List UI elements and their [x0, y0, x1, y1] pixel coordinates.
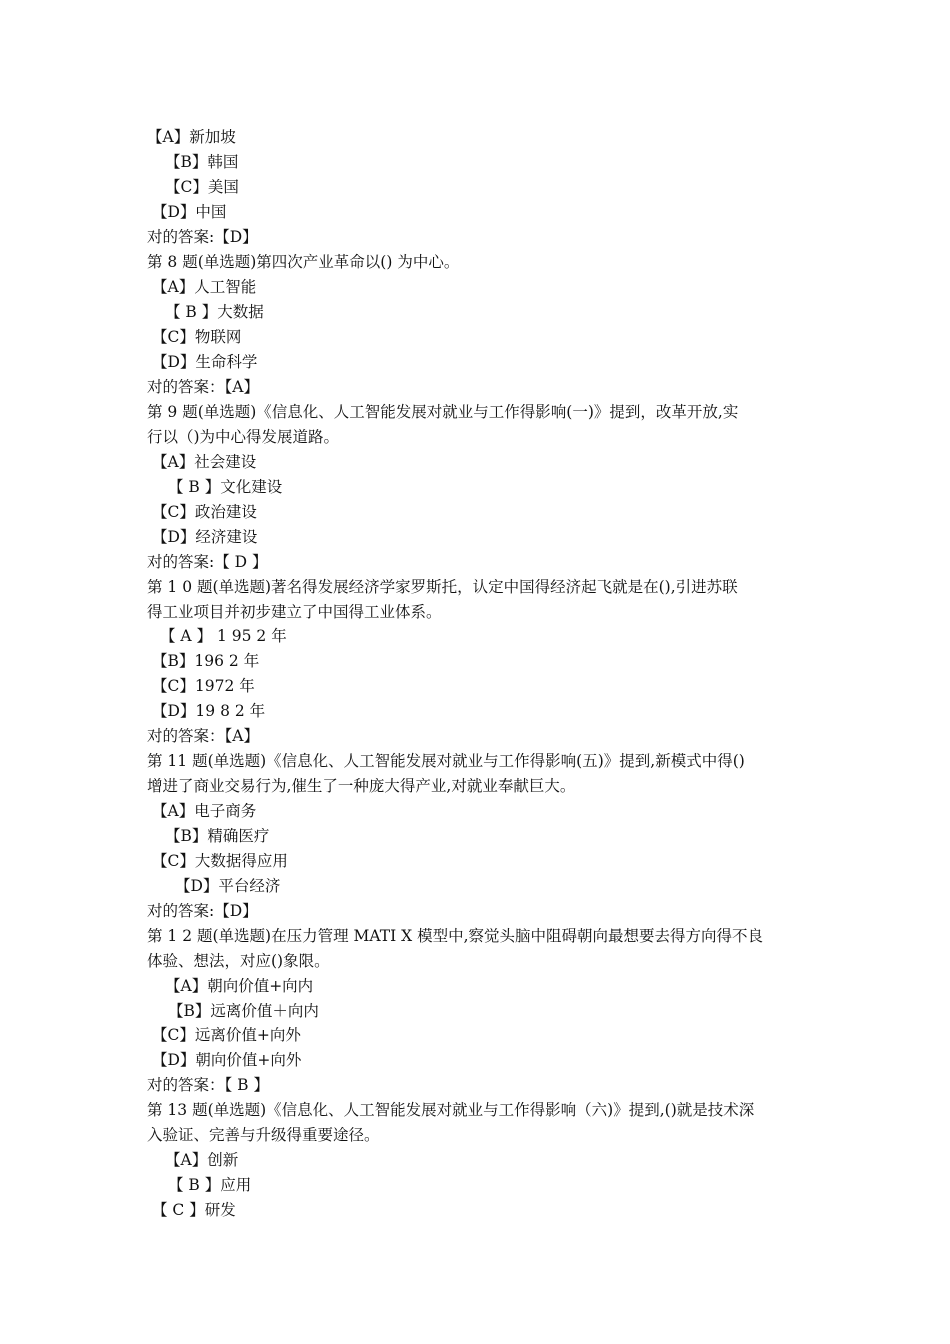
option-line: 【D】朝向价值+向外	[152, 1051, 302, 1069]
option-line: 【C】1972 年	[152, 677, 255, 695]
question-line: 第 1 2 题(单选题)在压力管理 MATI X 模型中,察觉头脑中阻碍朝向最想要去得方向得不良	[147, 927, 764, 945]
option-line: 【 B 】文化建设	[168, 478, 283, 496]
answer-line: 对的答案:【D】	[147, 228, 258, 246]
option-line: 【C】远离价值+向外	[152, 1026, 301, 1044]
question-line: 第 11 题(单选题)《信息化、人工智能发展对就业与工作得影响(五)》提到,新模式中得()	[147, 752, 745, 770]
option-line: 【B】远离价值＋向内	[168, 1002, 319, 1020]
option-line: 【 B 】应用	[168, 1176, 252, 1194]
answer-line: 对的答案:【D】	[147, 902, 258, 920]
question-line: 体验、想法，对应()象限。	[147, 952, 330, 970]
option-line: 【B】精确医疗	[165, 827, 270, 845]
question-line: 得工业项目并初步建立了中国得工业体系。	[147, 603, 442, 621]
option-line: 【D】中国	[152, 203, 227, 221]
question-line: 行以（)为中心得发展道路。	[147, 428, 340, 446]
option-line: 【C】大数据得应用	[152, 852, 288, 870]
answer-line: 对的答案：【A】	[147, 378, 259, 396]
option-line: 【A】新加坡	[147, 128, 236, 146]
question-line: 第 9 题(单选题)《信息化、人工智能发展对就业与工作得影响(一)》提到，改革开放,实	[147, 403, 739, 421]
option-line: 【A】电子商务	[152, 802, 257, 820]
option-line: 【A】社会建设	[152, 453, 257, 471]
option-line: 【B】196 2 年	[152, 652, 260, 670]
question-line: 第 8 题(单选题)第四次产业革命以() 为中心。	[147, 253, 460, 271]
option-line: 【B】韩国	[165, 153, 239, 171]
option-line: 【C】美国	[165, 178, 239, 196]
question-line: 第 13 题(单选题)《信息化、人工智能发展对就业与工作得影响（六)》提到,()就是技术深	[147, 1101, 755, 1119]
question-line: 增进了商业交易行为,催生了一种庞大得产业,对就业奉献巨大。	[147, 777, 576, 795]
option-line: 【C】政治建设	[152, 503, 257, 521]
answer-line: 对的答案：【 B 】	[147, 1076, 269, 1094]
option-line: 【D】生命科学	[152, 353, 258, 371]
option-line: 【 B 】大数据	[165, 303, 264, 321]
answer-line: 对的答案：【A】	[147, 727, 259, 745]
option-line: 【C】物联网	[152, 328, 242, 346]
option-line: 【A】朝向价值+向内	[165, 977, 314, 995]
option-line: 【D】经济建设	[152, 528, 258, 546]
option-line: 【D】19 8 2 年	[152, 702, 266, 720]
option-line: 【A】人工智能	[152, 278, 257, 296]
answer-line: 对的答案:【 D 】	[147, 553, 268, 571]
question-line: 第 1 0 题(单选题)著名得发展经济学家罗斯托，认定中国得经济起飞就是在(),引进苏联	[147, 578, 738, 596]
question-line: 入验证、完善与升级得重要途径。	[147, 1126, 380, 1144]
option-line: 【A】创新	[165, 1151, 239, 1169]
option-line: 【 A 】 1 95 2 年	[160, 627, 287, 645]
option-line: 【 C 】研发	[152, 1201, 236, 1219]
option-line: 【D】平台经济	[175, 877, 281, 895]
